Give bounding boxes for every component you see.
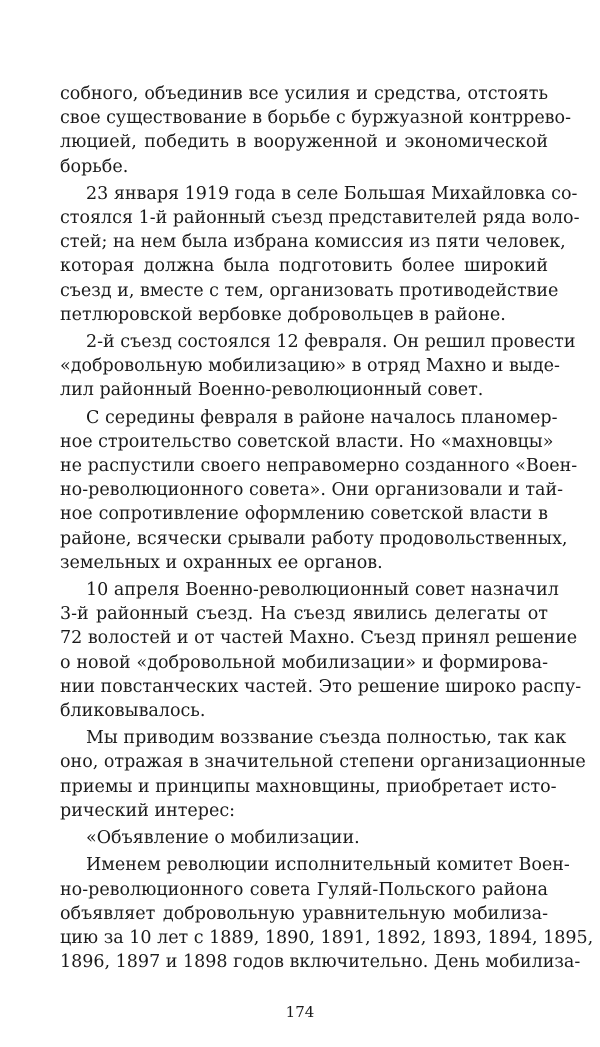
text-line: нии повстанческих частей. Это решение широко распу-: [60, 676, 582, 697]
text-line: люцией, победить в вооруженной и экономической: [60, 132, 548, 153]
text-line: лил районный Военно-революционный совет.: [60, 380, 484, 401]
text-line: но-революционного совета Гуляй-Польского района: [60, 879, 548, 900]
text-line: рический интерес:: [60, 800, 236, 821]
page-body: [60, 82, 594, 974]
text-line: стей; на нем была избрана комиссия из пяти человек,: [60, 232, 566, 253]
text-line: 72 волостей и от частей Махно. Съезд принял решение: [60, 628, 578, 649]
text-line: 23 января 1919 года в селе Большая Михайловка со-: [86, 183, 578, 204]
text-line: съезд и, вместе с тем, организовать противодействие: [60, 280, 559, 301]
text-line: но-революционного совета». Они организовали и тай-: [60, 480, 564, 501]
text-line: о новой «добровольной мобилизации» и формирова-: [60, 652, 548, 673]
text-line: объявляет добровольную уравнительную мобилиза-: [60, 903, 548, 924]
text-line: районе, всячески срывали работу продовольственных,: [60, 528, 568, 549]
text-line: Именем революции исполнительный комитет Воен-: [86, 855, 570, 876]
text-line: стоялся 1-й районный съезд представителей ряда воло-: [60, 208, 580, 229]
text-line: С середины февраля в районе началось планомер-: [86, 407, 558, 428]
text-line: 2-й съезд состоялся 12 февраля. Он решил провести: [86, 332, 576, 353]
page-number: 174: [285, 1003, 315, 1021]
text-line: которая должна была подготовить более широкий: [60, 256, 548, 277]
text-line: 10 апреля Военно-революционный совет назначил: [86, 580, 559, 601]
text-line: земельных и охранных ее органов.: [60, 552, 383, 573]
text-line: ное строительство советской власти. Но «махновцы»: [60, 431, 554, 452]
text-line: «Объявление о мобилизации.: [86, 828, 360, 849]
text-line: приемы и принципы махновщины, приобретает исто-: [60, 776, 557, 797]
text-line: бликовывалось.: [60, 701, 206, 722]
text-line: 3-й районный съезд. На съезд явились делегаты от: [60, 604, 548, 625]
text-line: оно, отражая в значительной степени организационные: [60, 752, 586, 773]
text-line: цию за 10 лет с 1889, 1890, 1891, 1892, 1893, 1894, 1895,: [60, 927, 594, 948]
text-line: ное сопротивление оформлению советской власти в: [60, 504, 548, 525]
text-line: петлюровской вербовке добровольцев в районе.: [60, 304, 506, 325]
text-line: 1896, 1897 и 1898 годов включительно. День мобилиза-: [60, 952, 581, 973]
text-line: «добровольную мобилизацию» в отряд Махно и выде-: [60, 356, 560, 377]
text-line: не распустили своего неправомерно созданного «Воен-: [60, 456, 578, 477]
text-line: свое существование в борьбе с буржуазной контррево-: [60, 108, 571, 129]
text-line: Мы приводим воззвание съезда полностью, так как: [86, 728, 567, 749]
text-line: собного, объединив все усилия и средства, отстоять: [60, 84, 548, 104]
text-line: борьбе.: [60, 156, 129, 177]
